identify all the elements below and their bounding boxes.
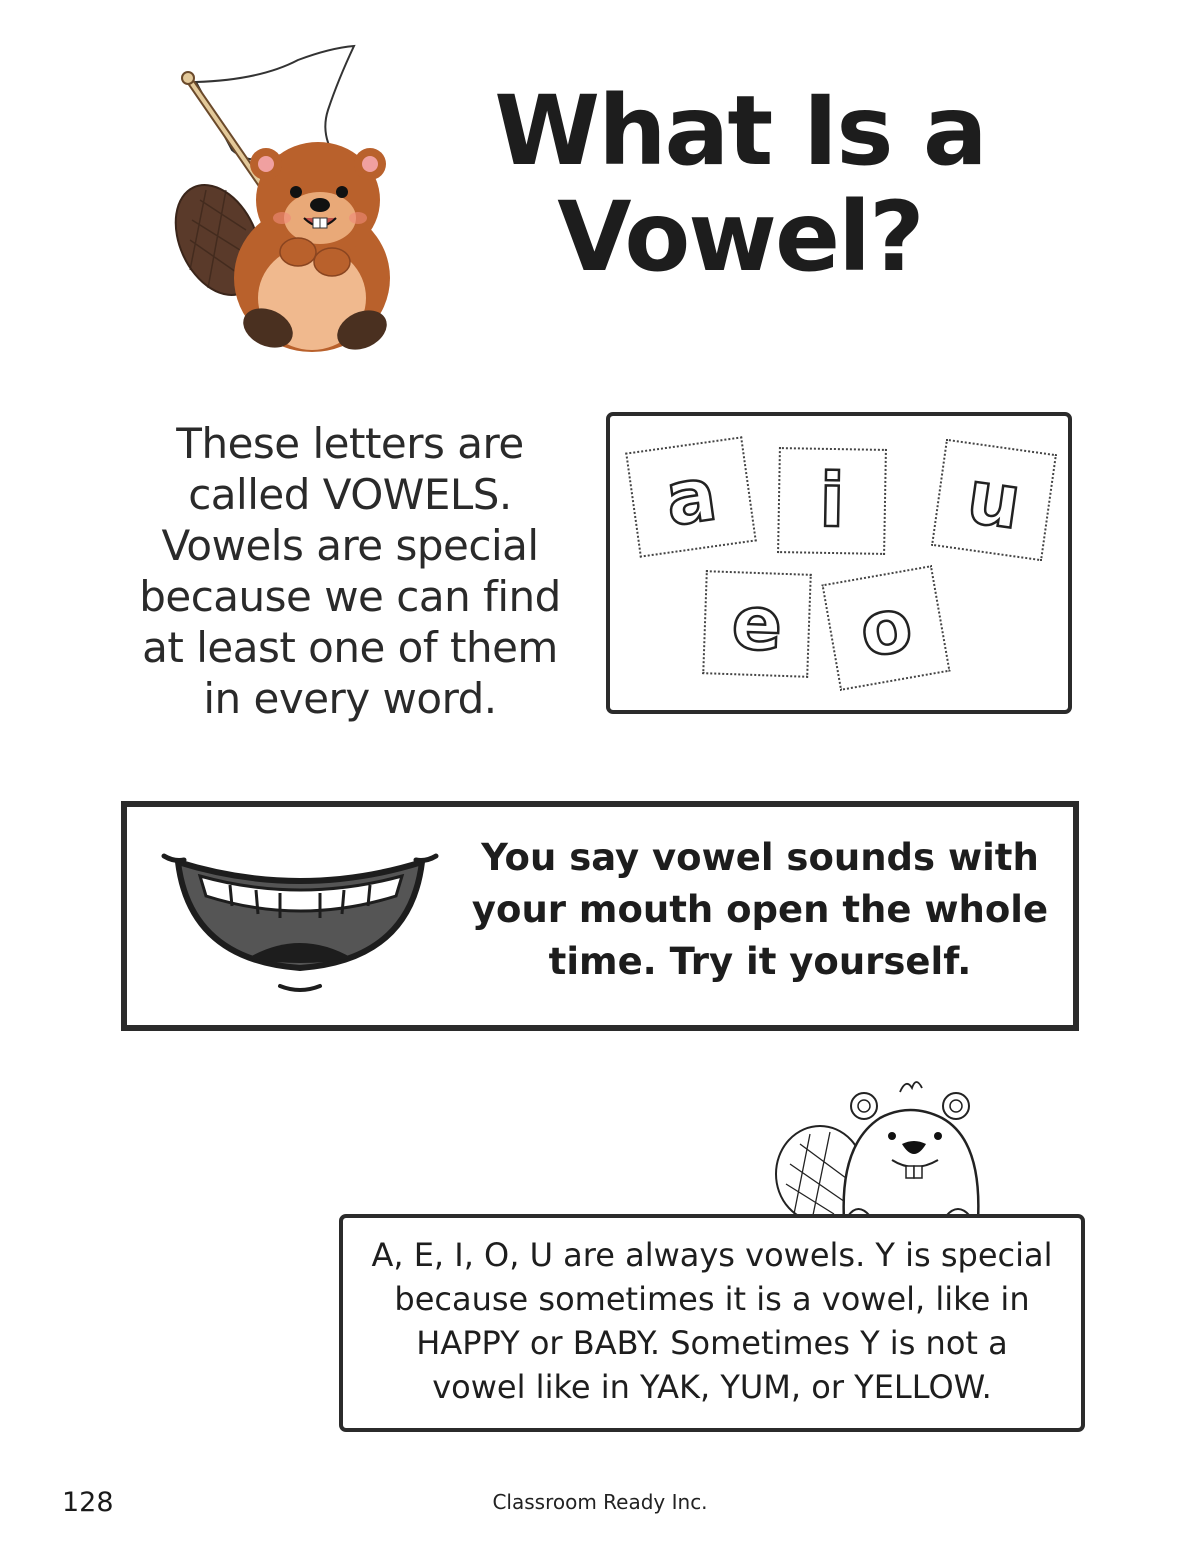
intro-line: at least one of them: [142, 623, 558, 672]
vowel-letter: i: [818, 457, 846, 545]
page-number: 128: [62, 1487, 114, 1518]
beaver-with-flag-illustration: [170, 40, 420, 360]
note-line: HAPPY or BABY. Sometimes Y is not a: [416, 1324, 1008, 1362]
mouth-instruction-text: [470, 832, 1050, 988]
footer-publisher: Classroom Ready Inc.: [492, 1490, 708, 1514]
mouth-text-line: time. Try it yourself.: [548, 940, 972, 983]
intro-line: called VOWELS.: [188, 470, 512, 519]
vowel-letter: o: [853, 581, 919, 675]
mouth-text-line: You say vowel sounds with: [481, 836, 1039, 879]
vowel-letter: u: [961, 453, 1027, 547]
vowel-card-u: [931, 439, 1057, 562]
vowel-cards-box: [606, 412, 1072, 714]
vowel-card-i: [777, 447, 887, 555]
vowel-letter: e: [730, 580, 784, 668]
open-mouth-illustration: [160, 840, 440, 1000]
mouth-text-line: your mouth open the whole: [471, 888, 1049, 931]
note-line: A, E, I, O, U are always vowels. Y is special: [371, 1236, 1053, 1274]
vowel-letter: a: [660, 450, 722, 544]
intro-line: Vowels are special: [161, 521, 539, 570]
title-line-2: Vowel?: [557, 181, 923, 293]
page-title: [470, 75, 1010, 293]
intro-paragraph: [120, 418, 580, 724]
note-line: because sometimes it is a vowel, like in: [394, 1280, 1030, 1318]
note-line: vowel like in YAK, YUM, or YELLOW.: [432, 1368, 992, 1406]
intro-line: because we can find: [139, 572, 561, 621]
intro-line: in every word.: [203, 674, 497, 723]
title-line-1: What Is a: [494, 75, 986, 187]
vowel-card-o: [821, 565, 950, 691]
intro-line: These letters are: [176, 419, 524, 468]
peeking-beaver-illustration: [770, 1074, 1000, 1224]
vowel-card-e: [702, 570, 812, 678]
y-note-text: [350, 1233, 1074, 1409]
vowel-card-a: [625, 436, 757, 557]
